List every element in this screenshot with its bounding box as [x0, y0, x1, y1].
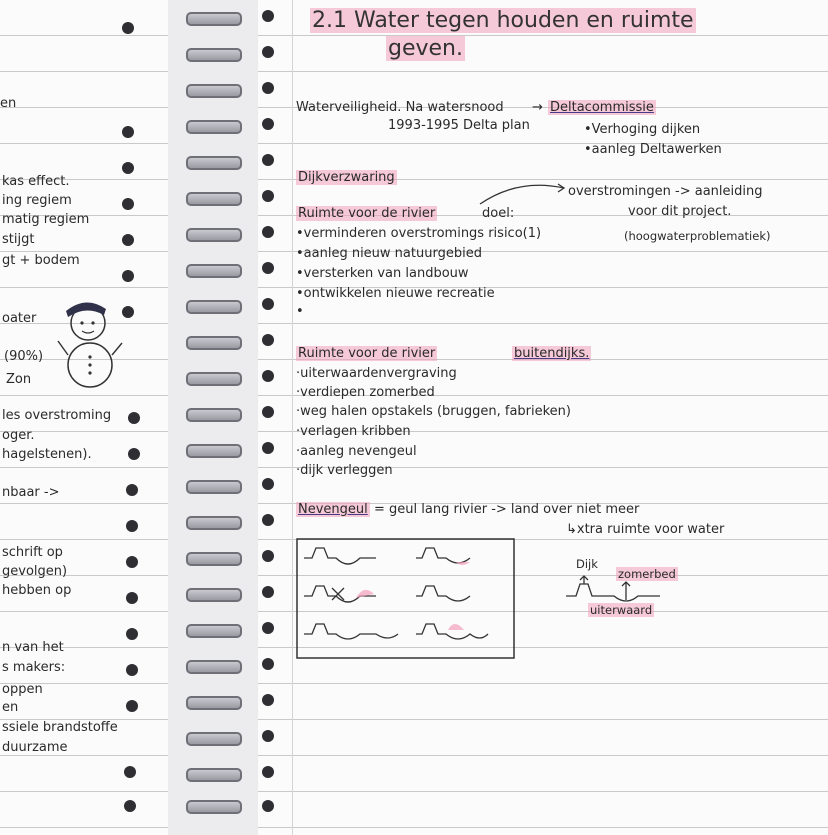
side-channel-extra: ↳xtra ruimte voor water — [566, 522, 725, 537]
safety-measure: •aanleg Deltawerken — [584, 142, 722, 157]
margin-line — [292, 0, 293, 835]
binder-hole — [124, 800, 136, 812]
left-fragment: n van het — [2, 640, 64, 655]
left-fragment: ssiele brandstoffe — [2, 720, 118, 735]
binder-hole — [262, 226, 274, 238]
arrow-symbol: → — [532, 100, 543, 115]
spiral-binding — [168, 0, 258, 835]
spiral-coil — [186, 624, 242, 638]
binder-hole — [122, 306, 134, 318]
binder-hole — [122, 270, 134, 282]
binder-hole — [262, 550, 274, 562]
outside-heading-extra: buitendijks. — [514, 346, 590, 361]
left-fragment: stijgt — [2, 232, 35, 247]
list-item: ·weg halen opstakels (bruggen, fabrieken) — [296, 404, 571, 419]
left-fragment: oater — [2, 311, 37, 326]
binder-hole — [126, 628, 138, 640]
spiral-coil — [186, 444, 242, 458]
zomerbed-label-text: zomerbed — [618, 567, 676, 581]
binder-hole — [262, 334, 274, 346]
curved-arrow — [478, 178, 568, 208]
side-channel-term-wrap — [296, 502, 370, 518]
spiral-coil — [186, 336, 242, 350]
binder-hole — [262, 406, 274, 418]
binder-hole — [262, 730, 274, 742]
left-fragment: en — [2, 700, 19, 715]
spiral-coil — [186, 800, 242, 814]
page-title — [310, 8, 696, 34]
spiral-coil — [186, 120, 242, 134]
binder-hole — [262, 154, 274, 166]
spiral-coil — [186, 516, 242, 530]
left-fragment: matig regiem — [2, 212, 90, 227]
binder-hole — [262, 694, 274, 706]
left-fragment: ing regiem — [2, 193, 72, 208]
spiral-coil — [186, 192, 242, 206]
binder-hole — [122, 126, 134, 138]
side-channel-term: Nevengeul — [298, 502, 368, 517]
spiral-coil — [186, 48, 242, 62]
spiral-coil — [186, 228, 242, 242]
uiterwaard-label — [588, 602, 654, 618]
page-title-line2: geven. — [388, 36, 463, 61]
left-fragment: Zon — [6, 372, 32, 387]
outside-heading-wrap — [296, 346, 437, 362]
spiral-coil — [186, 696, 242, 710]
river-heading-wrap — [296, 206, 437, 222]
binder-hole — [126, 664, 138, 676]
spiral-coil — [186, 372, 242, 386]
binder-hole — [126, 700, 138, 712]
binder-hole — [262, 766, 274, 778]
binder-hole — [262, 442, 274, 454]
safety-commission-text: Deltacommissie — [550, 100, 654, 115]
binder-hole — [122, 234, 134, 246]
binder-hole — [262, 82, 274, 94]
left-fragment: s makers: — [2, 660, 66, 675]
river-profile-diagram — [296, 538, 516, 660]
dijk-label: Dijk — [576, 557, 598, 571]
left-fragment: kas effect. — [2, 174, 70, 189]
side-channel-definition: = geul lang rivier -> land over niet meer — [374, 502, 640, 517]
spiral-coil — [186, 12, 242, 26]
outside-heading: Ruimte voor de rivier — [298, 346, 436, 361]
spiral-coil — [186, 552, 242, 566]
left-fragment: hagelstenen). — [2, 447, 92, 462]
binder-hole — [262, 514, 274, 526]
binder-hole — [122, 162, 134, 174]
list-item: ·dijk verleggen — [296, 463, 393, 478]
binder-hole — [262, 298, 274, 310]
list-item: •verminderen overstromings risico(1) — [296, 226, 542, 241]
dike-note: overstromingen -> aanleiding — [568, 184, 763, 199]
list-item: •ontwikkelen nieuwe recreatie — [296, 286, 495, 301]
dike-note: voor dit project. — [628, 204, 732, 219]
spiral-coil — [186, 660, 242, 674]
spiral-coil — [186, 588, 242, 602]
binder-hole — [262, 622, 274, 634]
page-title-line2-wrap — [386, 36, 465, 62]
spiral-coil — [186, 264, 242, 278]
binder-hole — [262, 370, 274, 382]
binder-hole — [262, 800, 274, 812]
binder-hole — [124, 766, 136, 778]
binder-hole — [126, 556, 138, 568]
binder-hole — [262, 118, 274, 130]
list-item: ·verlagen kribben — [296, 424, 411, 439]
dike-heading-wrap — [296, 170, 397, 186]
binder-hole — [262, 46, 274, 58]
binder-hole — [262, 586, 274, 598]
left-fragment: hebben op — [2, 583, 72, 598]
binder-hole — [262, 478, 274, 490]
safety-left: Waterveiligheid. Na watersnood — [296, 100, 504, 115]
list-item: •aanleg nieuw natuurgebied — [296, 246, 482, 261]
dike-heading: Dijkverzwaring — [298, 170, 395, 185]
binder-hole — [262, 10, 274, 22]
spiral-coil — [186, 768, 242, 782]
binder-hole — [262, 190, 274, 202]
uiterwaard-label-text: uiterwaard — [590, 603, 653, 617]
river-heading: Ruimte voor de rivier — [298, 206, 436, 221]
list-item: ·uiterwaardenvergraving — [296, 366, 457, 381]
problem-note: (hoogwaterproblematiek) — [624, 229, 771, 243]
safety-measure: •Verhoging dijken — [584, 122, 701, 137]
left-fragment: duurzame — [2, 740, 68, 755]
list-item: ·aanleg nevengeul — [296, 444, 417, 459]
list-item: •versterken van landbouw — [296, 266, 469, 281]
goal-label: doel: — [482, 206, 515, 221]
binder-hole — [126, 484, 138, 496]
spiral-coil — [186, 84, 242, 98]
left-fragment: oppen — [2, 682, 43, 697]
binder-hole — [126, 520, 138, 532]
list-item: ·verdiepen zomerbed — [296, 385, 435, 400]
left-fragment: en — [0, 96, 17, 111]
binder-hole — [128, 412, 140, 424]
left-fragment: nbaar -> — [2, 485, 60, 500]
binder-hole — [262, 262, 274, 274]
left-fragment: gt + bodem — [2, 253, 80, 268]
left-fragment: schrift op — [2, 545, 63, 560]
binder-hole — [122, 22, 134, 34]
spiral-coil — [186, 408, 242, 422]
spiral-coil — [186, 732, 242, 746]
safety-plan: 1993-1995 Delta plan — [388, 118, 530, 133]
binder-hole — [128, 448, 140, 460]
binder-hole — [262, 658, 274, 670]
left-page — [0, 0, 168, 835]
spiral-coil — [186, 300, 242, 314]
binder-hole — [126, 592, 138, 604]
snowman-doodle — [56, 295, 126, 395]
page-title-line1: 2.1 Water tegen houden en ruimte — [312, 8, 694, 33]
left-fragment: les overstroming — [2, 408, 112, 423]
spiral-coil — [186, 156, 242, 170]
outside-heading-extra-wrap — [512, 346, 591, 362]
safety-commission — [548, 100, 656, 116]
left-fragment: oger. — [2, 428, 35, 443]
left-fragment: (90%) — [4, 349, 44, 364]
spiral-coil — [186, 480, 242, 494]
binder-hole — [122, 198, 134, 210]
list-item: • — [296, 304, 304, 319]
left-fragment: gevolgen) — [2, 564, 68, 579]
